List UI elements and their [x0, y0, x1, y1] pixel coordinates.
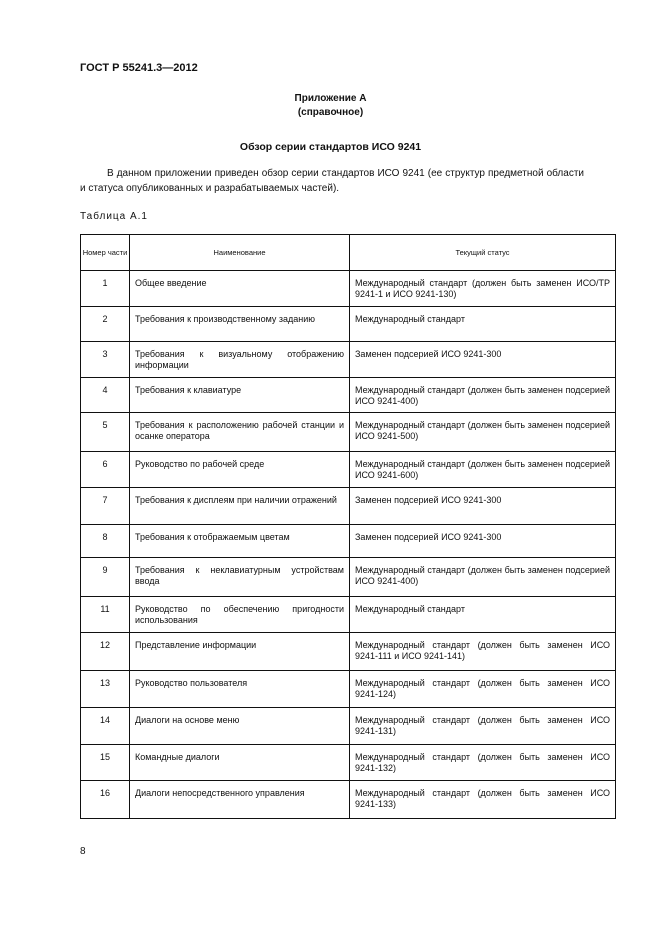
status-cell: Международный стандарт (должен быть заменен ИСО 9241-124) — [350, 671, 616, 708]
status-cell: Международный стандарт (должен быть заменен подсерией ИСО 9241-400) — [350, 558, 616, 597]
part-number-cell: 15 — [81, 745, 130, 781]
status-cell: Международный стандарт (должен быть заменен ИСО 9241-111 и ИСО 9241-141) — [350, 633, 616, 671]
status-cell: Заменен подсерией ИСО 9241-300 — [350, 342, 616, 378]
table-row — [81, 413, 616, 452]
table-label: Таблица А.1 — [80, 211, 148, 222]
part-number-cell: 16 — [81, 781, 130, 819]
table-row — [81, 307, 616, 342]
header-name: Наименование — [130, 235, 350, 271]
status-cell: Заменен подсерией ИСО 9241-300 — [350, 525, 616, 558]
status-cell: Международный стандарт (должен быть заменен ИСО 9241-133) — [350, 781, 616, 819]
header-status: Текущий статус — [350, 235, 616, 271]
status-cell: Международный стандарт (должен быть заменен ИСО 9241-131) — [350, 708, 616, 745]
table-row — [81, 342, 616, 378]
part-number-cell: 6 — [81, 452, 130, 488]
table-row — [81, 271, 616, 307]
part-number-cell: 12 — [81, 633, 130, 671]
part-number-cell: 7 — [81, 488, 130, 525]
status-cell: Международный стандарт (должен быть заменен ИСО 9241-132) — [350, 745, 616, 781]
part-number-cell: 2 — [81, 307, 130, 342]
name-cell: Диалоги непосредственного управления — [130, 781, 350, 819]
table-row — [81, 558, 616, 597]
part-number-cell: 9 — [81, 558, 130, 597]
status-cell: Международный стандарт (должен быть заменен подсерией ИСО 9241-600) — [350, 452, 616, 488]
page-number: 8 — [80, 846, 86, 857]
standards-overview-table — [80, 234, 616, 819]
appendix-subtitle: (справочное) — [297, 107, 364, 118]
table-row — [81, 633, 616, 671]
table-row — [81, 745, 616, 781]
table-row — [81, 708, 616, 745]
status-cell: Международный стандарт — [350, 597, 616, 633]
status-cell: Международный стандарт (должен быть заменен подсерией ИСО 9241-500) — [350, 413, 616, 452]
part-number-cell: 1 — [81, 271, 130, 307]
name-cell: Требования к визуальному отображению информации — [130, 342, 350, 378]
name-cell: Командные диалоги — [130, 745, 350, 781]
intro-paragraph: В данном приложении приведен обзор серии стандартов ИСО 9241 (ее структур предметной области и статуса опубликованных и разрабатываемых частей). — [80, 168, 584, 194]
status-cell: Заменен подсерией ИСО 9241-300 — [350, 488, 616, 525]
part-number-cell: 4 — [81, 378, 130, 413]
name-cell: Требования к отображаемым цветам — [130, 525, 350, 558]
table-row — [81, 781, 616, 819]
part-number-cell: 8 — [81, 525, 130, 558]
name-cell: Требования к расположению рабочей станции и осанке оператора — [130, 413, 350, 452]
name-cell: Руководство по рабочей среде — [130, 452, 350, 488]
table-row — [81, 488, 616, 525]
table-row — [81, 452, 616, 488]
status-cell: Международный стандарт — [350, 307, 616, 342]
part-number-cell: 13 — [81, 671, 130, 708]
name-cell: Требования к неклавиатурным устройствам ввода — [130, 558, 350, 597]
section-title: Обзор серии стандартов ИСО 9241 — [239, 141, 422, 153]
name-cell: Руководство пользователя — [130, 671, 350, 708]
document-code: ГОСТ Р 55241.3—2012 — [80, 62, 198, 74]
appendix-title: Приложение А — [294, 93, 367, 104]
name-cell: Руководство по обеспечению пригодности использования — [130, 597, 350, 633]
name-cell: Требования к клавиатуре — [130, 378, 350, 413]
part-number-cell: 3 — [81, 342, 130, 378]
table-row — [81, 525, 616, 558]
table-row — [81, 378, 616, 413]
part-number-cell: 5 — [81, 413, 130, 452]
name-cell: Требования к дисплеям при наличии отражений — [130, 488, 350, 525]
part-number-cell: 11 — [81, 597, 130, 633]
header-part-number: Номер части — [81, 235, 130, 271]
table-row — [81, 671, 616, 708]
table-body — [81, 271, 616, 819]
table-row — [81, 597, 616, 633]
name-cell: Диалоги на основе меню — [130, 708, 350, 745]
status-cell: Международный стандарт (должен быть заменен ИСО/ТР 9241-1 и ИСО 9241-130) — [350, 271, 616, 307]
part-number-cell: 14 — [81, 708, 130, 745]
status-cell: Международный стандарт (должен быть заменен подсерией ИСО 9241-400) — [350, 378, 616, 413]
table-header-row — [81, 235, 616, 271]
name-cell: Представление информации — [130, 633, 350, 671]
name-cell: Требования к производственному заданию — [130, 307, 350, 342]
name-cell: Общее введение — [130, 271, 350, 307]
